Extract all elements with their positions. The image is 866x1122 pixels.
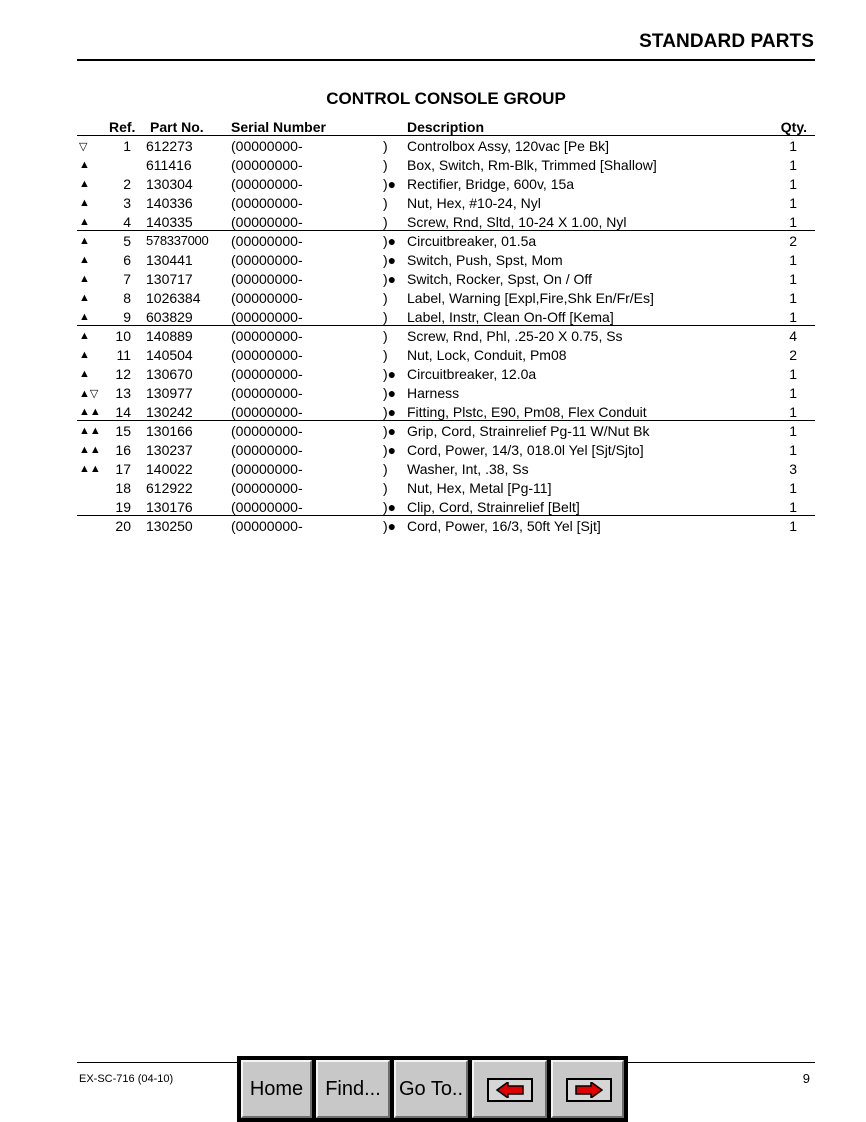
- row-serial-bracket: )●: [383, 252, 397, 268]
- row-serial-bracket: )●: [383, 176, 397, 192]
- previous-page-button[interactable]: [472, 1060, 547, 1118]
- row-quantity: 4: [789, 328, 797, 344]
- row-marker: ▲: [79, 273, 90, 285]
- row-ref: 2: [123, 176, 131, 192]
- row-quantity: 1: [789, 290, 797, 306]
- row-serial-bracket: ): [383, 157, 388, 173]
- row-serial-bracket: )●: [383, 233, 397, 249]
- row-description: Label, Warning [Expl,Fire,Shk En/Fr/Es]: [407, 290, 654, 306]
- row-quantity: 1: [789, 214, 797, 230]
- table-row: [77, 478, 815, 497]
- row-description: Controlbox Assy, 120vac [Pe Bk]: [407, 138, 610, 154]
- row-ref: 4: [123, 214, 131, 230]
- row-description: Cord, Power, 16/3, 50ft Yel [Sjt]: [407, 518, 601, 534]
- row-ref: 14: [115, 404, 131, 420]
- row-quantity: 1: [789, 138, 797, 154]
- row-part-number: 130166: [146, 423, 193, 439]
- row-serial-number: (00000000-: [231, 309, 303, 325]
- row-serial-number: (00000000-: [231, 176, 303, 192]
- row-marker: ▲: [79, 197, 90, 209]
- row-ref: 3: [123, 195, 131, 211]
- row-quantity: 1: [789, 404, 797, 420]
- row-part-number: 130441: [146, 252, 193, 268]
- row-ref: 9: [123, 309, 131, 325]
- table-row: [77, 497, 815, 516]
- row-part-number: 130304: [146, 176, 193, 192]
- row-quantity: 1: [789, 480, 797, 496]
- row-ref: 18: [115, 480, 131, 496]
- goto-button[interactable]: Go To..: [394, 1060, 468, 1118]
- table-row: [77, 155, 815, 174]
- row-marker: ▲: [79, 349, 90, 361]
- table-row: [77, 459, 815, 478]
- row-quantity: 3: [789, 461, 797, 477]
- row-quantity: 2: [789, 347, 797, 363]
- page-header-title: STANDARD PARTS: [639, 31, 814, 52]
- table-row: [77, 250, 815, 269]
- row-marker: ▲: [79, 368, 90, 380]
- row-serial-bracket: ): [383, 138, 388, 154]
- row-ref: 5: [123, 233, 131, 249]
- row-quantity: 1: [789, 157, 797, 173]
- row-quantity: 1: [789, 366, 797, 382]
- right-arrow-icon: [566, 1078, 612, 1102]
- col-description: Description: [407, 119, 485, 135]
- row-marker: ▲: [79, 178, 90, 190]
- table-row: [77, 383, 815, 402]
- row-quantity: 1: [789, 442, 797, 458]
- row-serial-bracket: ): [383, 309, 388, 325]
- row-description: Washer, Int, .38, Ss: [407, 461, 529, 477]
- row-quantity: 1: [789, 176, 797, 192]
- row-part-number: 140504: [146, 347, 193, 363]
- row-serial-number: (00000000-: [231, 195, 303, 211]
- row-marker: ▲: [79, 292, 90, 304]
- row-part-number: 612273: [146, 138, 193, 154]
- row-description: Switch, Push, Spst, Mom: [407, 252, 563, 268]
- row-serial-number: (00000000-: [231, 404, 303, 420]
- row-serial-number: (00000000-: [231, 214, 303, 230]
- row-part-number: 130242: [146, 404, 193, 420]
- row-marker: ▲: [79, 159, 90, 171]
- next-page-button[interactable]: [551, 1060, 624, 1118]
- row-serial-bracket: ): [383, 214, 388, 230]
- row-part-number: 130176: [146, 499, 193, 515]
- row-part-number: 140889: [146, 328, 193, 344]
- row-marker: ▽: [79, 141, 88, 153]
- row-quantity: 1: [789, 252, 797, 268]
- row-quantity: 1: [789, 499, 797, 515]
- row-description: Harness: [407, 385, 460, 401]
- row-ref: 1: [123, 138, 131, 154]
- column-headers: [77, 117, 815, 135]
- table-row: [77, 174, 815, 193]
- table-row: [77, 307, 815, 326]
- left-arrow-icon: [487, 1078, 533, 1102]
- row-quantity: 2: [789, 233, 797, 249]
- row-ref: 19: [115, 499, 131, 515]
- row-marker: ▲: [79, 311, 90, 323]
- row-part-number: 130717: [146, 271, 193, 287]
- row-description: Clip, Cord, Strainrelief [Belt]: [407, 499, 580, 515]
- table-row: [77, 364, 815, 383]
- row-serial-number: (00000000-: [231, 423, 303, 439]
- row-serial-number: (00000000-: [231, 480, 303, 496]
- right-arrow-glyph: [575, 1082, 603, 1098]
- row-description: Fitting, Plstc, E90, Pm08, Flex Conduit: [407, 404, 647, 420]
- row-serial-number: (00000000-: [231, 385, 303, 401]
- row-marker: ▲: [79, 216, 90, 228]
- row-ref: 8: [123, 290, 131, 306]
- col-part-no: Part No.: [150, 119, 204, 135]
- row-part-number: 140335: [146, 214, 193, 230]
- row-marker: ▲▽: [79, 388, 99, 400]
- row-quantity: 1: [789, 385, 797, 401]
- row-serial-number: (00000000-: [231, 518, 303, 534]
- row-serial-bracket: )●: [383, 366, 397, 382]
- row-serial-number: (00000000-: [231, 290, 303, 306]
- row-description: Nut, Lock, Conduit, Pm08: [407, 347, 567, 363]
- row-part-number: 130250: [146, 518, 193, 534]
- row-marker: ▲▲: [79, 444, 101, 456]
- table-row: [77, 288, 815, 307]
- row-serial-bracket: ): [383, 195, 388, 211]
- home-button[interactable]: Home: [241, 1060, 312, 1118]
- row-serial-bracket: ): [383, 480, 388, 496]
- row-ref: 20: [115, 518, 131, 534]
- row-serial-number: (00000000-: [231, 252, 303, 268]
- row-ref: 15: [115, 423, 131, 439]
- row-description: Screw, Rnd, Phl, .25-20 X 0.75, Ss: [407, 328, 623, 344]
- header-rule: [77, 59, 815, 61]
- row-serial-bracket: )●: [383, 404, 397, 420]
- row-marker: ▲▲: [79, 425, 101, 437]
- row-serial-bracket: )●: [383, 271, 397, 287]
- row-part-number: 130670: [146, 366, 193, 382]
- row-description: Circuitbreaker, 12.0a: [407, 366, 537, 382]
- row-serial-number: (00000000-: [231, 347, 303, 363]
- row-description: Switch, Rocker, Spst, On / Off: [407, 271, 592, 287]
- group-title: CONTROL CONSOLE GROUP: [326, 89, 566, 108]
- row-description: Nut, Hex, Metal [Pg-11]: [407, 480, 552, 496]
- table-row: [77, 326, 815, 345]
- table-row: [77, 402, 815, 421]
- row-marker: ▲: [79, 330, 90, 342]
- table-row: [77, 440, 815, 459]
- row-marker: ▲▲: [79, 406, 101, 418]
- row-part-number: 130977: [146, 385, 193, 401]
- row-serial-bracket: )●: [383, 499, 397, 515]
- table-row: [77, 421, 815, 440]
- row-description: Box, Switch, Rm-Blk, Trimmed [Shallow]: [407, 157, 657, 173]
- col-ref: Ref.: [109, 119, 136, 135]
- table-row: [77, 231, 815, 250]
- row-quantity: 1: [789, 309, 797, 325]
- row-serial-bracket: )●: [383, 385, 397, 401]
- parts-table: [77, 117, 815, 535]
- row-ref: 17: [115, 461, 131, 477]
- row-serial-bracket: )●: [383, 423, 397, 439]
- page-number: 9: [802, 1071, 810, 1086]
- row-quantity: 1: [789, 423, 797, 439]
- row-serial-number: (00000000-: [231, 233, 303, 249]
- row-serial-number: (00000000-: [231, 138, 303, 154]
- row-marker: ▲: [79, 254, 90, 266]
- row-part-number: 611416: [146, 157, 192, 173]
- table-row: [77, 193, 815, 212]
- row-serial-number: (00000000-: [231, 271, 303, 287]
- row-serial-number: (00000000-: [231, 328, 303, 344]
- row-description: Circuitbreaker, 01.5a: [407, 233, 537, 249]
- row-quantity: 1: [789, 195, 797, 211]
- table-row: [77, 269, 815, 288]
- parts-rows: [77, 136, 815, 535]
- row-description: Grip, Cord, Strainrelief Pg-11 W/Nut Bk: [407, 423, 650, 439]
- row-description: Screw, Rnd, Sltd, 10-24 X 1.00, Nyl: [407, 214, 627, 230]
- find-button[interactable]: Find...: [316, 1060, 390, 1118]
- row-serial-bracket: ): [383, 328, 388, 344]
- table-row: [77, 212, 815, 231]
- row-serial-bracket: ): [383, 461, 388, 477]
- row-serial-bracket: )●: [383, 442, 397, 458]
- table-row: [77, 345, 815, 364]
- row-ref: 13: [115, 385, 131, 401]
- row-ref: 12: [115, 366, 131, 382]
- row-part-number: 130237: [146, 442, 193, 458]
- row-serial-bracket: ): [383, 347, 388, 363]
- row-part-number: 140336: [146, 195, 193, 211]
- row-description: Cord, Power, 14/3, 018.0l Yel [Sjt/Sjto]: [407, 442, 644, 458]
- row-ref: 16: [115, 442, 131, 458]
- row-description: Rectifier, Bridge, 600v, 15a: [407, 176, 575, 192]
- row-serial-bracket: ): [383, 290, 388, 306]
- row-serial-bracket: )●: [383, 518, 397, 534]
- row-part-number: 612922: [146, 480, 193, 496]
- row-quantity: 1: [789, 271, 797, 287]
- row-marker: ▲▲: [79, 463, 101, 475]
- row-serial-number: (00000000-: [231, 366, 303, 382]
- row-part-number: 1026384: [146, 290, 201, 306]
- row-ref: 7: [123, 271, 131, 287]
- row-serial-number: (00000000-: [231, 499, 303, 515]
- table-row: [77, 516, 815, 535]
- row-ref: 6: [123, 252, 131, 268]
- row-description: Nut, Hex, #10-24, Nyl: [407, 195, 541, 211]
- col-serial: Serial Number: [231, 119, 326, 135]
- row-ref: 11: [116, 347, 131, 363]
- left-arrow-glyph: [496, 1082, 524, 1098]
- document-code: EX-SC-716 (04-10): [79, 1073, 174, 1085]
- table-row: [77, 136, 815, 155]
- row-serial-number: (00000000-: [231, 461, 303, 477]
- row-serial-number: (00000000-: [231, 157, 303, 173]
- navigation-bar: [237, 1056, 628, 1122]
- row-description: Label, Instr, Clean On-Off [Kema]: [407, 309, 614, 325]
- row-quantity: 1: [789, 518, 797, 534]
- row-marker: ▲: [79, 235, 90, 247]
- row-part-number: 578337000: [146, 233, 209, 248]
- col-qty: Qty.: [780, 119, 807, 135]
- row-part-number: 603829: [146, 309, 193, 325]
- row-ref: 10: [115, 328, 131, 344]
- row-part-number: 140022: [146, 461, 193, 477]
- row-serial-number: (00000000-: [231, 442, 303, 458]
